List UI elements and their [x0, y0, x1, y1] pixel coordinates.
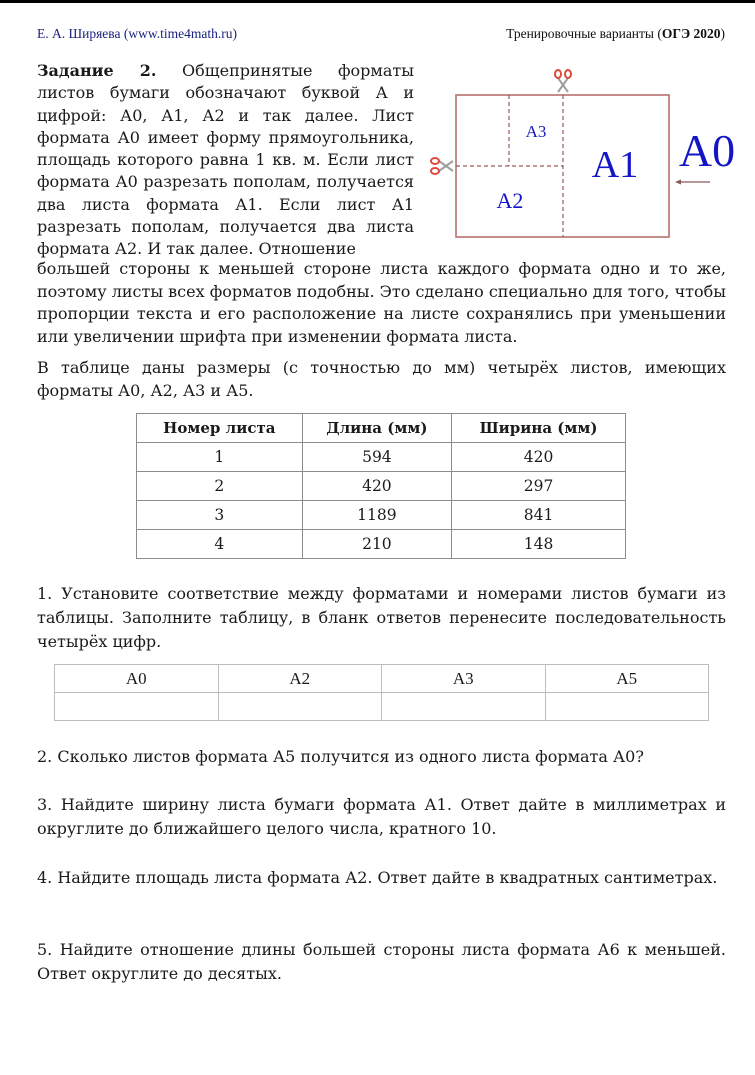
header-length: Длина (мм): [302, 414, 451, 443]
table-row: [137, 501, 626, 530]
cell-width: 148: [452, 530, 626, 559]
header-sheet-number: Номер листа: [137, 414, 303, 443]
answer-cell-a3[interactable]: [382, 693, 546, 721]
table-header-row: [137, 414, 626, 443]
cell-number: 1: [137, 443, 303, 472]
cell-length: 594: [302, 443, 451, 472]
table-row: [137, 472, 626, 501]
question-5: 5. Найдите отношение длины большей стороны листа формата А6 к меньшей. Ответ округлите до десятых.: [37, 940, 726, 983]
answer-header-a2: А2: [218, 665, 382, 693]
cell-length: 1189: [302, 501, 451, 530]
cell-number: 4: [137, 530, 303, 559]
answer-header-a5: А5: [545, 665, 709, 693]
cell-width: 841: [452, 501, 626, 530]
label-a3: A3: [525, 122, 547, 141]
scissors-icon: [555, 70, 571, 92]
cell-length: 210: [302, 530, 451, 559]
table-row: [137, 443, 626, 472]
answer-table: [54, 664, 709, 721]
question-4: 4. Найдите площадь листа формата А2. Ответ дайте в квадратных сантиметрах.: [37, 868, 718, 887]
answer-header-a3: А3: [382, 665, 546, 693]
table-row: [137, 530, 626, 559]
question-3: 3. Найдите ширину листа бумаги формата А1. Ответ дайте в миллиметрах и округлите до ближайшего целого числа, кратного 10.: [37, 795, 726, 838]
task-title: Задание 2.: [37, 61, 157, 80]
label-a2: A2: [496, 188, 524, 213]
task-intro: Задание 2. Общепринятые форматы листов бумаги обозначают буквой А и цифрой: А0, А1, А2 и так далее. Лист формата А0 имеет форму прямоугольника, площадь которого равна 1 кв. м. Если лист формата А0 разрезать пополам, получается два листа формата А1. Если лист А1 разрезать пополам, получается два листа формата А2. И так далее. Отношение: [37, 61, 414, 259]
task-continuation: большей стороны к меньшей стороне листа каждого формата одно и то же, поэтому листы всех форматов подобны. Это сделано специально для того, чтобы пропорции текста и его расположение на листе сохранялись при уменьшении или увеличении шрифта при изменении формата листа.: [37, 259, 726, 346]
arrow-head-icon: [675, 180, 681, 185]
cell-width: 297: [452, 472, 626, 501]
answer-cell-a2[interactable]: [218, 693, 382, 721]
answer-cell-a0[interactable]: [55, 693, 219, 721]
answer-header-a0: А0: [55, 665, 219, 693]
answer-cell-a5[interactable]: [545, 693, 709, 721]
variant-header: Тренировочные варианты (ОГЭ 2020): [506, 26, 725, 41]
cell-number: 3: [137, 501, 303, 530]
answer-input-row: [55, 693, 709, 721]
top-border: [0, 0, 755, 3]
header-width: Ширина (мм): [452, 414, 626, 443]
cell-width: 420: [452, 443, 626, 472]
cell-length: 420: [302, 472, 451, 501]
answer-header-row: [55, 665, 709, 693]
paper-format-diagram: [425, 62, 745, 242]
cell-number: 2: [137, 472, 303, 501]
scissors-icon: [431, 158, 453, 174]
question-1: 1. Установите соответствие между форматами и номерами листов бумаги из таблицы. Заполните таблицу, в бланк ответов перенесите последовательность четырёх цифр.: [37, 584, 726, 651]
author-header: Е. А. Ширяева (www.time4math.ru): [37, 26, 237, 41]
question-2: 2. Сколько листов формата А5 получится из одного листа формата А0?: [37, 747, 644, 766]
label-a0: A0: [678, 125, 736, 176]
table-intro: В таблице даны размеры (с точностью до мм) четырёх листов, имеющих форматы А0, А2, А3 и А5.: [37, 358, 726, 400]
label-a1: A1: [591, 144, 639, 186]
sheet-sizes-table: [136, 413, 626, 559]
